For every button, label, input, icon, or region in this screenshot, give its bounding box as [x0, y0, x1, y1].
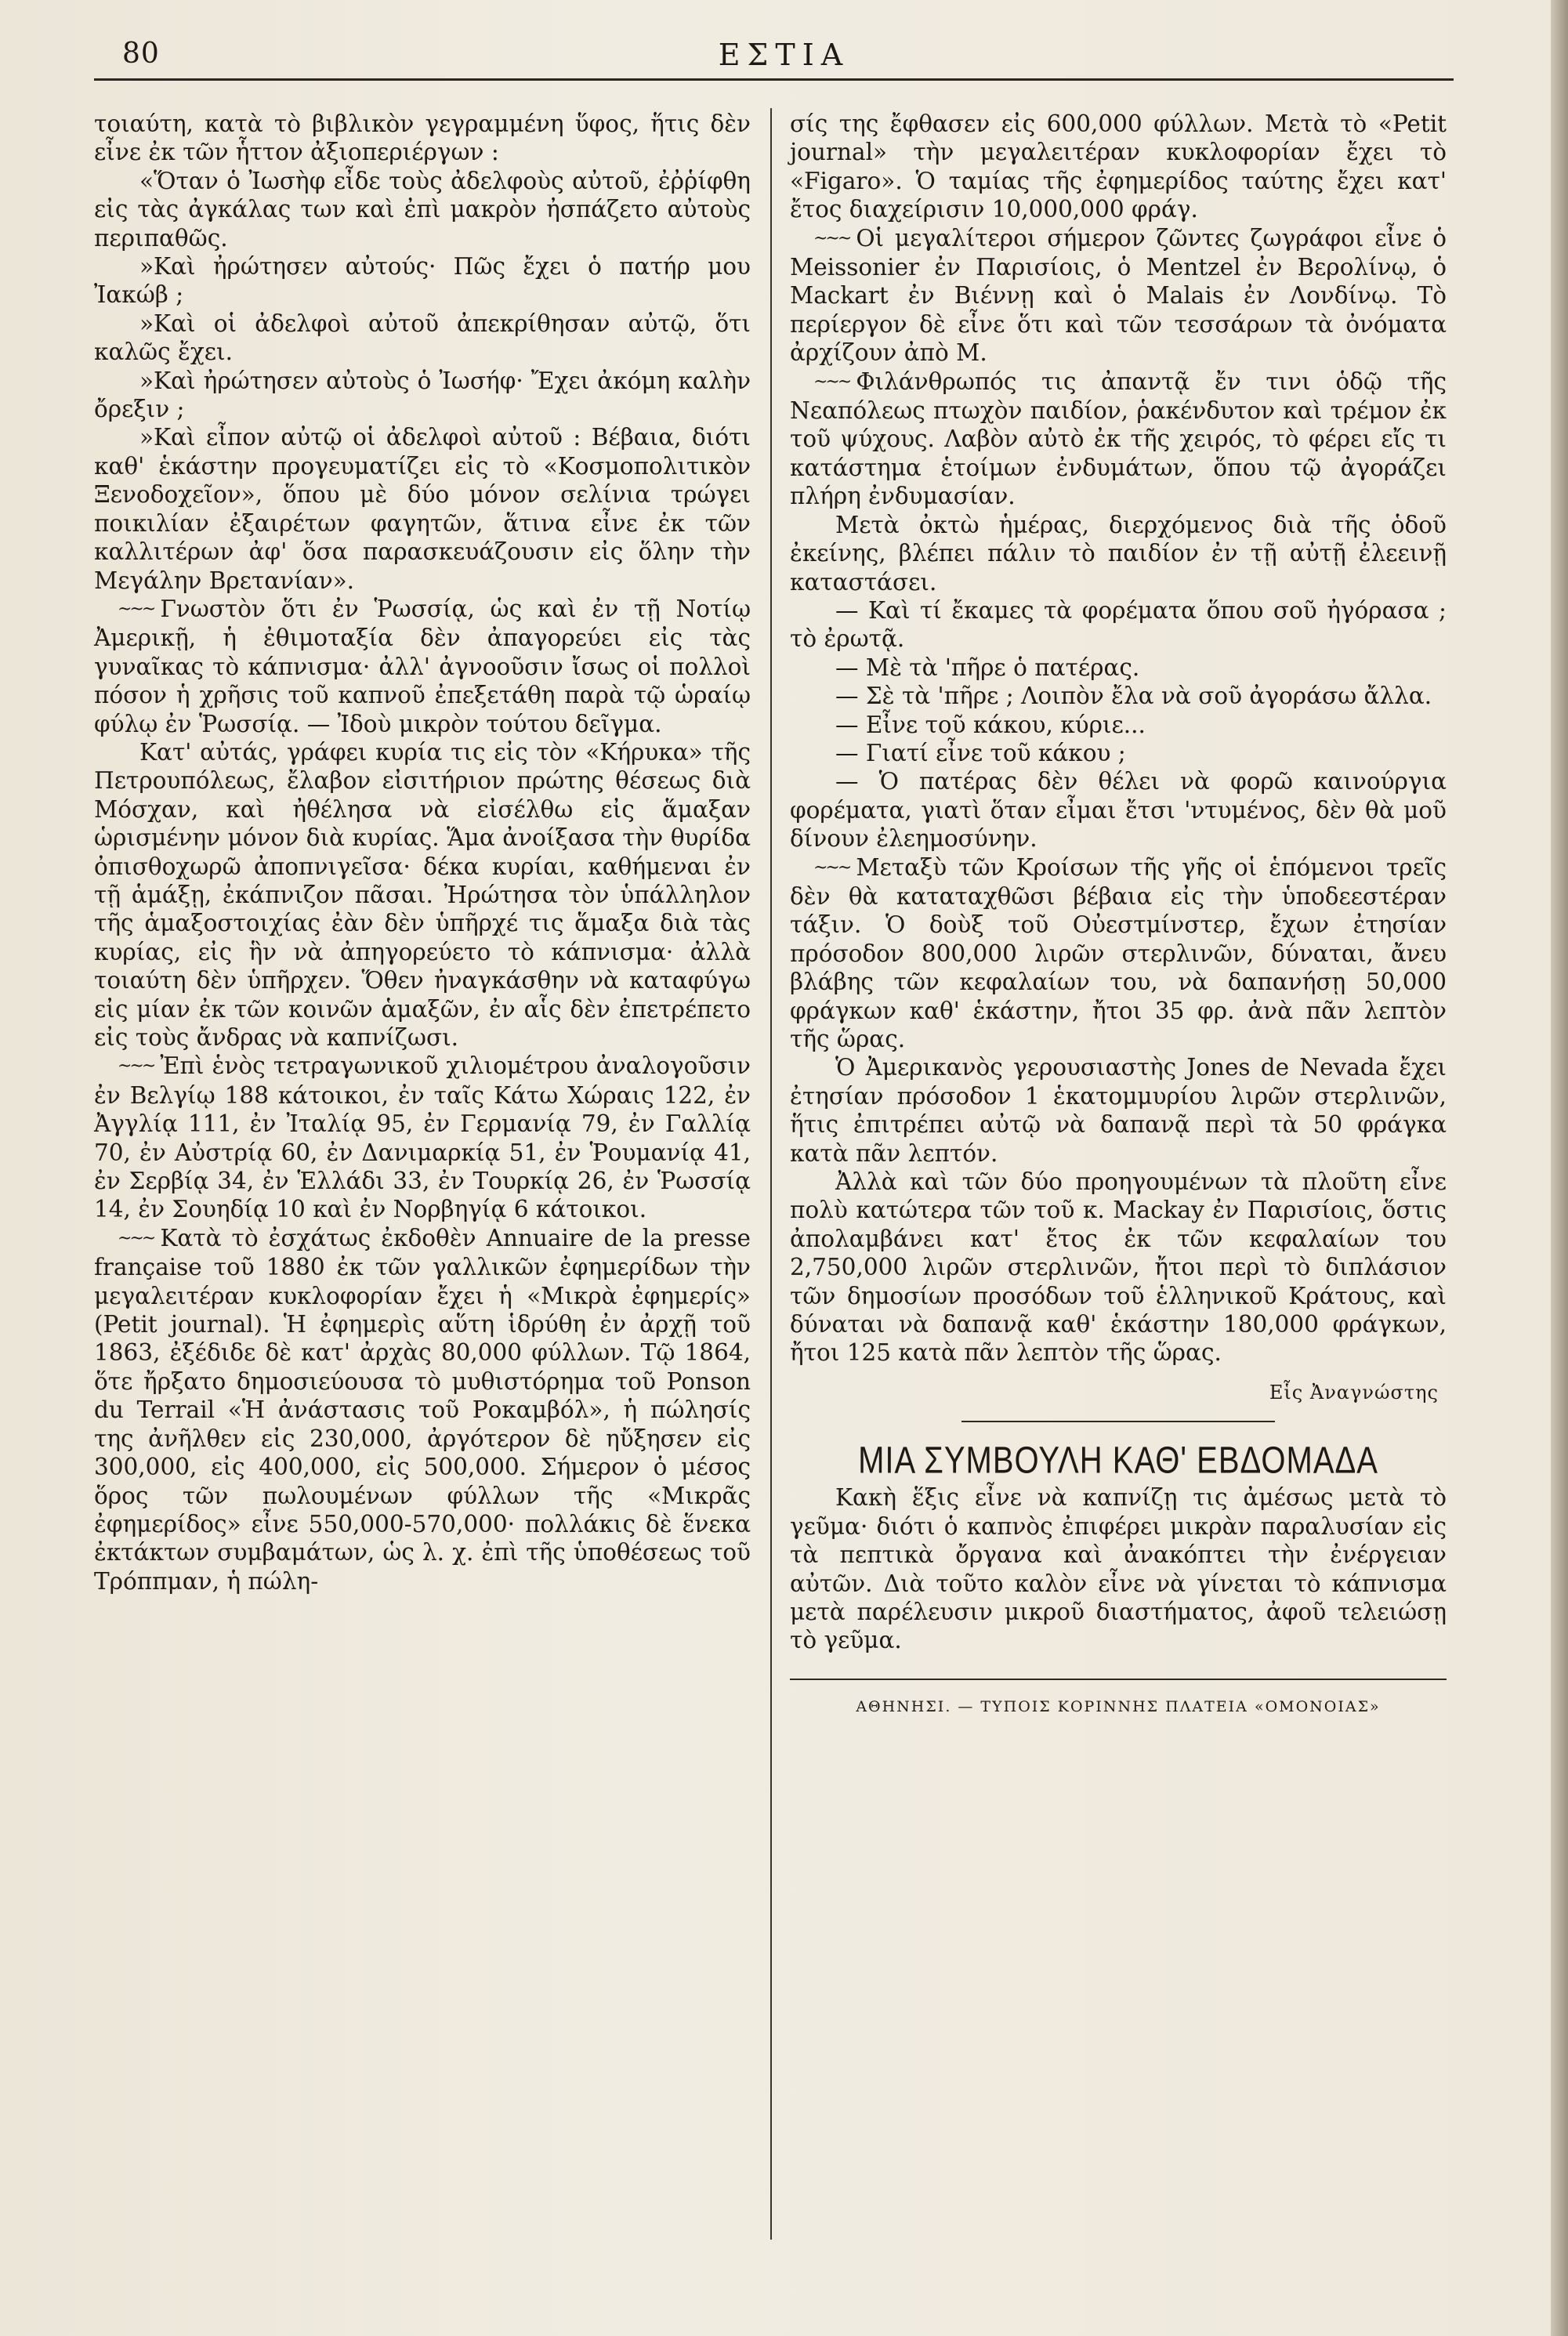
right-column-paragraph: [790, 654, 1447, 682]
left-column-paragraph: [94, 738, 751, 1052]
item-separator-mark: ~~~: [118, 1228, 154, 1248]
right-column-paragraph: [790, 596, 1447, 654]
left-column-paragraph: [94, 595, 751, 738]
right-column-paragraph-text: Μετὰ ὀκτὼ ἡμέρας, διερχόμενος διὰ τῆς ὁδοῦ ἐκείνης, βλέπει πάλιν τὸ παιδίον ἐν τῇ αὐτῇ ἐλεεινῇ καταστάσει.: [790, 511, 1447, 596]
item-separator-mark: ~~~: [813, 857, 850, 878]
left-column-paragraph: [94, 110, 751, 167]
left-column-paragraph-text: Γνωστὸν ὅτι ἐν Ῥωσσίᾳ, ὡς καὶ ἐν τῇ Νοτίῳ Ἀμερικῇ, ἡ ἐθιμοταξία δὲν ἀπαγορεύει εἰς τὰς γυναῖκας τὸ κάπνισμα· ἀλλ' ἀγνοοῦσιν ἴσως οἱ πολλοὶ πόσον ἡ χρῆσις τοῦ καπνοῦ ἐπεξετάθη παρὰ τῷ ὡραίῳ φύλῳ ἐν Ῥωσσίᾳ. — Ἰδοὺ μικρὸν τούτου δεῖγμα.: [94, 595, 751, 737]
right-column-paragraph: [790, 739, 1447, 767]
left-column-paragraph: [94, 167, 751, 252]
item-separator-mark: ~~~: [813, 228, 850, 248]
reader-signature: Εἷς Ἀναγνώστης: [1269, 1381, 1439, 1403]
right-column-paragraph: [790, 511, 1447, 596]
left-column-paragraph-text: »Καὶ οἱ ἀδελφοὶ αὐτοῦ ἀπεκρίθησαν αὐτῷ, ὅτι καλῶς ἔχει.: [94, 310, 751, 366]
right-column-paragraph-text: Ὁ Ἀμερικανὸς γερουσιαστὴς Jones de Nevada ἔχει ἐτησίαν πρόσοδον 1 ἑκατομμυρίου λιρῶν στερλινῶν, ἥτις ἐπιτρέπει αὐτῷ νὰ δαπανᾷ περὶ τὰ 50 φράγκα κατὰ πᾶν λεπτόν.: [790, 1054, 1447, 1167]
left-column-paragraph-text: »Καὶ ἠρώτησεν αὐτοὺς ὁ Ἰωσήφ· Ἔχει ἀκόμη καλὴν ὄρεξιν ;: [94, 367, 751, 423]
left-column: [94, 110, 751, 1595]
left-column-paragraph: [94, 252, 751, 310]
right-column-paragraph: [790, 682, 1447, 710]
right-column-paragraph: [790, 767, 1447, 853]
right-column-paragraph: [790, 224, 1447, 368]
left-column-paragraph-text: »Καὶ ἠρώτησεν αὐτούς· Πῶς ἔχει ὁ πατήρ μου Ἰακώβ ;: [94, 253, 751, 309]
right-column-paragraph: [790, 368, 1447, 511]
section-rule: [961, 1421, 1275, 1422]
left-column-paragraph: [94, 423, 751, 594]
left-column-paragraph: [94, 1052, 751, 1223]
right-column-paragraph-text: Φιλάνθρωπός τις ἀπαντᾷ ἔν τινι ὁδῷ τῆς Νεαπόλεως πτωχὸν παιδίον, ῥακένδυτον καὶ τρέμον ἐκ τοῦ ψύχους. Λαβὸν αὐτὸ ἐκ τῆς χειρός, τὸ φέρει εἴς τι κατάστημα ἑτοίμων ἐνδυμάτων, ὅπου τῷ ἀγοράζει πλήρη ἐνδυμασίαν.: [790, 368, 1447, 510]
right-column-paragraph-text: — Γιατί εἶνε τοῦ κάκου ;: [835, 739, 1126, 766]
running-head-title: ΕΣΤΙΑ: [718, 38, 850, 72]
left-column-paragraph-text: τοιαύτη, κατὰ τὸ βιβλικὸν γεγραμμένη ὕφος, ἥτις δὲν εἶνε ἐκ τῶν ἧττον ἀξιοπεριέργων :: [94, 110, 751, 166]
right-column-paragraph: [790, 110, 1447, 224]
item-separator-mark: ~~~: [813, 371, 850, 392]
section-title: ΜΙΑ ΣΥΜΒΟΥΛΗ ΚΑΘ' ΕΒΔΟΜΑΔΑ: [858, 1440, 1378, 1482]
right-column-paragraph-text: — Καὶ τί ἔκαμες τὰ φορέματα ὅπου σοῦ ἠγόρασα ; τὸ ἐρωτᾷ.: [790, 596, 1447, 653]
left-column-paragraph: [94, 310, 751, 367]
item-separator-mark: ~~~: [118, 599, 154, 619]
right-column-paragraph-text: Οἱ μεγαλίτεροι σήμερον ζῶντες ζωγράφοι εἶνε ὁ Meissonier ἐν Παρισίοις, ὁ Mentzel ἐν Βερολίνῳ, ὁ Mackart ἐν Βιέννῃ καὶ ὁ Malais ἐν Λονδίνῳ. Τὸ περίεργον δὲ εἶνε ὅτι καὶ τῶν τεσσάρων τὰ ὀνόματα ἀρχίζουν ἀπὸ Μ.: [790, 224, 1447, 367]
right-column-paragraph-text: σίς της ἔφθασεν εἰς 600,000 φύλλων. Μετὰ τὸ «Petit journal» τὴν μεγαλειτέραν κυκλοφορίαν ἔχει τὸ «Figaro». Ὁ ταμίας τῆς ἐφημερίδος ταύτης ἔχει κατ' ἔτος διαχείρισιν 10,000,000 φράγ.: [790, 110, 1447, 223]
advice-paragraph: Κακὴ ἕξις εἶνε νὰ καπνίζῃ τις ἀμέσως μετὰ τὸ γεῦμα· διότι ὁ καπνὸς ἐπιφέρει μικρὰν παραλυσίαν εἰς τὰ πεπτικὰ ὄργανα καὶ ἀνακόπτει τὴν ἐνέργειαν αὐτῶν. Διὰ τοῦτο καλὸν εἶνε νὰ γίνεται τὸ κάπνισμα μετὰ παρέλευσιν μικροῦ διαστήματος, ἀφοῦ τελειώσῃ τὸ γεῦμα.: [790, 1484, 1447, 1654]
imprint-rule: [790, 1679, 1447, 1680]
right-column-paragraph: [790, 853, 1447, 1054]
right-column-paragraph-text: Ἀλλὰ καὶ τῶν δύο προηγουμένων τὰ πλοῦτη εἶνε πολὺ κατώτερα τῶν τοῦ κ. Mackay ἐν Παρισίοις, ὅστις ἀπολαμβάνει κατ' ἔτος ἐκ τῶν κεφαλαίων του 2,750,000 λιρῶν στερλινῶν, ἤτοι περὶ τὸ διπλάσιον τῶν δημοσίων προσόδων τοῦ ἑλληνικοῦ Κράτους, καὶ δύναται νὰ δαπανᾷ καθ' ἑκάστην 180,000 φράγκων, ἤτοι 125 κατὰ πᾶν λεπτὸν τῆς ὥρας.: [790, 1168, 1447, 1367]
right-column-paragraph: [790, 1053, 1447, 1168]
right-column-paragraph-text: — Σὲ τὰ 'πῆρε ; Λοιπὸν ἔλα νὰ σοῦ ἀγοράσω ἄλλα.: [835, 683, 1432, 710]
left-column-paragraph: [94, 1224, 751, 1595]
header-rule: [94, 78, 1454, 81]
page-binding-edge: [1551, 0, 1568, 2336]
item-separator-mark: ~~~: [118, 1056, 154, 1077]
left-column-paragraph-text: Κατὰ τὸ ἐσχάτως ἐκδοθὲν Annuaire de la presse française τοῦ 1880 ἐκ τῶν γαλλικῶν ἐφημερίδων τὴν μεγαλειτέραν κυκλοφορίαν ἔχει ἡ «Μικρὰ ἐφημερίς» (Petit journal). Ἡ ἐφημερὶς αὕτη ἱδρύθη ἐν ἀρχῇ τοῦ 1863, ἐξέδιδε δὲ κατ' ἀρχὰς 80,000 φύλλων. Τῷ 1864, ὅτε ἤρξατο δημοσιεύουσα τὸ μυθιστόρημα τοῦ Ponson du Terrail «Ἡ ἀνάστασις τοῦ Ροκαμβόλ», ἡ πώλησίς της ἀνῆλθεν εἰς 230,000, ἀργότερον δὲ ηὔξησεν εἰς 300,000, εἰς 400,000, εἰς 500,000. Σήμερον ὁ μέσος ὅρος τῶν πωλουμένων φύλλων τῆς «Μικρᾶς ἐφημερίδος» εἶνε 550,000-570,000· πολλάκις δὲ ἕνεκα ἐκτάκτων συμβαμάτων, ὡς λ. χ. ἐπὶ τῆς ὑποθέσεως τοῦ Τρόππμαν, ἡ πώλη-: [94, 1224, 751, 1595]
left-column-paragraph-text: »Καὶ εἶπον αὐτῷ οἱ ἀδελφοὶ αὐτοῦ : Βέβαια, διότι καθ' ἑκάστην προγευματίζει εἰς τὸ «Κοσμοπολιτικὸν Ξενοδοχεῖον», ὅπου μὲ δύο μόνον σελίνια τρώγει ποικιλίαν ἐξαιρέτων φαγητῶν, ἅτινα εἶνε ἐκ τῶν καλλιτέρων ἀφ' ὅσα παρασκευάζουσιν εἰς ὅλην τὴν Μεγάλην Βρετανίαν».: [94, 424, 751, 594]
left-column-paragraph-text: «Ὅταν ὁ Ἰωσὴφ εἶδε τοὺς ἀδελφοὺς αὐτοῦ, ἐῤῥίφθη εἰς τὰς ἀγκάλας των καὶ ἐπὶ μακρὸν ἠσπάζετο αὐτοὺς περιπαθῶς.: [94, 167, 751, 252]
right-column-articles: [790, 110, 1447, 1367]
printer-imprint: ΑΘΗΝΗΣΙ. — ΤΥΠΟΙΣ ΚΟΡΙΝΝΗΣ ΠΛΑΤΕΙΑ «ΟΜΟΝΟΙΑΣ»: [856, 1697, 1381, 1715]
right-column-paragraph: [790, 711, 1447, 739]
right-column-paragraph-text: Μεταξὺ τῶν Κροίσων τῆς γῆς οἱ ἑπόμενοι τρεῖς δὲν θὰ καταταχθῶσι βέβαια εἰς τὴν ὑποδεεστέραν τάξιν. Ὁ δοὺξ τοῦ Οὐεστμίνστερ, ἔχων ἐτησίαν πρόσοδον 800,000 λιρῶν στερλινῶν, δύναται, ἄνευ βλάβης τῶν κεφαλαίων του, νὰ δαπανήσῃ 50,000 φράγκων καθ' ἑκάστην, ἤτοι 35 φρ. ἀνὰ πᾶν λεπτὸν τῆς ὥρας.: [790, 853, 1447, 1052]
left-column-paragraph: [94, 367, 751, 424]
left-column-paragraph-text: Κατ' αὐτάς, γράφει κυρία τις εἰς τὸν «Κήρυκα» τῆς Πετρουπόλεως, ἔλαβον εἰσιτήριον πρώτης θέσεως διὰ Μόσχαν, καὶ ἠθέλησα νὰ εἰσέλθω εἰς ἅμαξαν ὡρισμένην μόνον διὰ κυρίας. Ἅμα ἀνοίξασα τὴν θυρίδα ὀπισθοχωρῶ ἀποπνιγεῖσα· δέκα κυρίαι, καθήμεναι ἐν τῇ ἁμάξῃ, ἐκάπνιζον πᾶσαι. Ἠρώτησα τὸν ὑπάλληλον τῆς ἁμαξοστοιχίας ἐὰν δὲν ὑπῆρχέ τις ἅμαξα διὰ τὰς κυρίας, εἰς ἣν νὰ ἀπηγορεύετο τὸ κάπνισμα· ἀλλὰ τοιαύτη δὲν ὑπῆρχεν. Ὅθεν ἠναγκάσθην νὰ καταφύγω εἰς μίαν ἐκ τῶν κοινῶν ἁμαξῶν, ἐν αἷς δὲν ἐπετρέπετο εἰς τοὺς ἄνδρας νὰ καπνίζωσι.: [94, 738, 751, 1051]
page-number: 80: [122, 38, 160, 70]
right-column-paragraph-text: — Μὲ τὰ 'πῆρε ὁ πατέρας.: [835, 654, 1140, 681]
right-column-paragraph-text: — Εἶνε τοῦ κάκου, κύριε...: [835, 711, 1146, 738]
right-column-paragraph-text: — Ὁ πατέρας δὲν θέλει νὰ φορῶ καινούργια φορέματα, γιατὶ ὅταν εἶμαι ἔτσι 'ντυμένος, δὲν θὰ μοῦ δίνουν ἐλεημοσύνην.: [790, 768, 1447, 853]
column-divider: [770, 108, 772, 2240]
right-column: [790, 110, 1447, 1721]
left-column-paragraph-text: Ἐπὶ ἑνὸς τετραγωνικοῦ χιλιομέτρου ἀναλογοῦσιν ἐν Βελγίῳ 188 κάτοικοι, ἐν ταῖς Κάτω Χώραις 122, ἐν Ἀγγλίᾳ 111, ἐν Ἰταλίᾳ 95, ἐν Γερμανίᾳ 79, ἐν Γαλλίᾳ 70, ἐν Αὐστρίᾳ 60, ἐν Δανιμαρκίᾳ 51, ἐν Ῥουμανίᾳ 41, ἐν Σερβίᾳ 34, ἐν Ἑλλάδι 33, ἐν Τουρκίᾳ 26, ἐν Ῥωσσίᾳ 14, ἐν Σουηδίᾳ 10 καὶ ἐν Νορβηγίᾳ 6 κάτοικοι.: [94, 1052, 751, 1223]
right-column-paragraph: [790, 1168, 1447, 1367]
